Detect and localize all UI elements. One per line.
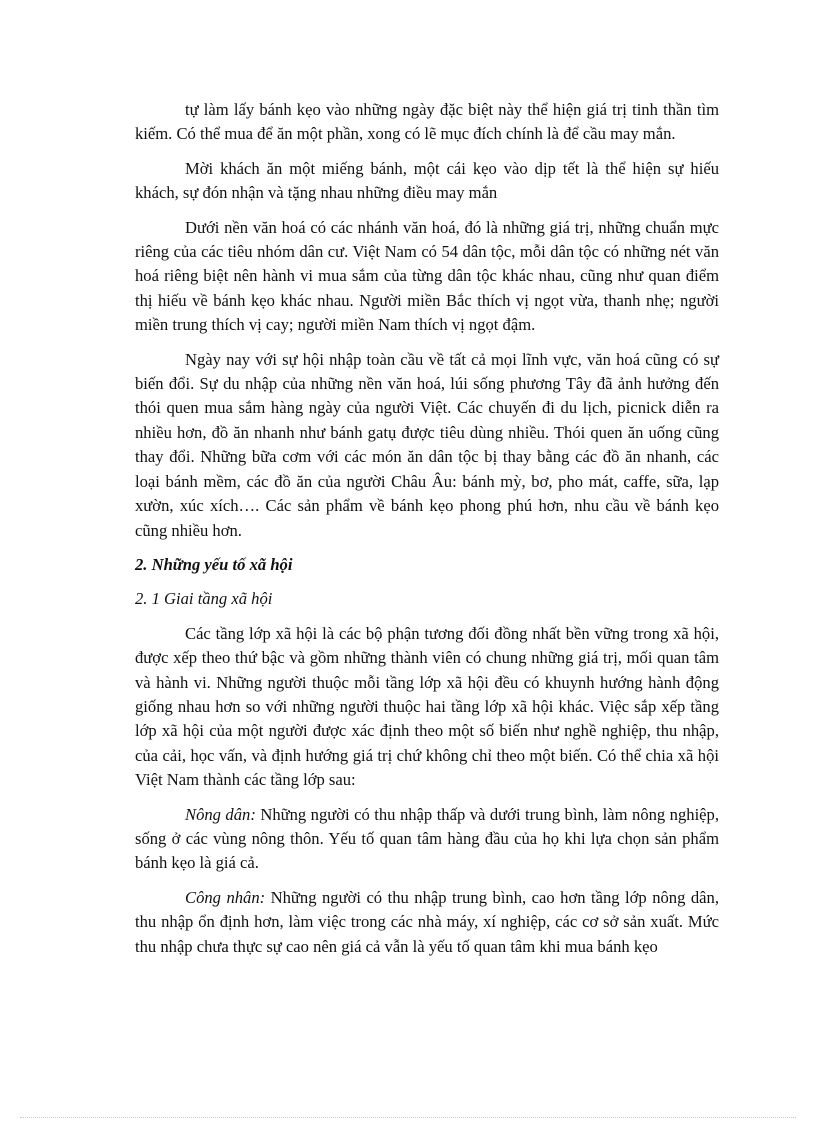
paragraph-continuation: tự làm lấy bánh kẹo vào những ngày đặc biệt này thể hiện giá trị tinh thần tìm kiếm. Có thể mua để ăn một phần, xong có lẽ mục đích chính là để cầu may mắn. bbox=[135, 100, 719, 144]
paragraph-hospitality: Mời khách ăn một miếng bánh, một cái kẹo vào dịp tết là thể hiện sự hiếu khách, sự đón nhận và tặng nhau những điều may mắn bbox=[135, 158, 719, 203]
page-bottom-rule bbox=[20, 1117, 796, 1118]
farmers-description: Những người có thu nhập thấp và dưới trung bình, làm nông nghiệp, sống ở các vùng nông thôn. Yếu tố quan tâm hàng đầu của họ khi lựa chọn sản phẩm bánh kẹo là giá cả. bbox=[135, 804, 719, 873]
paragraph-farmers bbox=[135, 803, 719, 876]
term-farmers: Nông dân: bbox=[185, 804, 256, 824]
paragraph-social-classes: Các tầng lớp xã hội là các bộ phận tương đối đồng nhất bền vững trong xã hội, được xếp theo thứ bậc và gồm những thành viên có chung những giá trị, mối quan tâm và hành vi. Những người thuộc mỗi tầng lớp xã hội đều có khuynh hướng hành động giống nhau hơn so với những người thuộc hai tầng lớp xã hội khác. Việc sắp xếp tầng lớp xã hội của một người được xác định theo một số biến như nghề nghiệp, thu nhập, của cải, học vấn, và định hướng giá trị chứ không chỉ theo một biến. Có thể chia xã hội Việt Nam thành các tầng lớp sau: bbox=[135, 623, 719, 790]
paragraph-globalization: Ngày nay với sự hội nhập toàn cầu về tất cả mọi lĩnh vực, văn hoá cũng có sự biến đổi. Sự du nhập của những nền văn hoá, lúi sống phương Tây đã ảnh hưởng đến thói quen mua sắm hàng ngày của người Việt. Các chuyến đi du lịch, picnick diễn ra nhiều hơn, đồ ăn nhanh như bánh gatụ được tiêu dùng nhiều. Thói quen ăn uống cũng thay đổi. Những bữa cơm với các món ăn dân tộc bị thay bằng các đồ ăn nhanh, các loại bánh mềm, các đồ ăn của người Châu Âu: bánh mỳ, bơ, pho mát, caffe, sữa, lạp xườn, xúc xích…. Các sản phẩm về bánh kẹo phong phú hơn, nhu cầu về bánh kẹo cũng nhiều hơn. bbox=[135, 349, 719, 540]
document-page bbox=[135, 98, 719, 969]
section-heading: 2. Những yếu tố xã hội bbox=[135, 554, 293, 574]
paragraph-workers bbox=[135, 886, 719, 959]
term-workers: Công nhân: bbox=[185, 887, 266, 907]
paragraph-subcultures: Dưới nền văn hoá có các nhánh văn hoá, đó là những giá trị, những chuẩn mực riêng của các tiêu nhóm dân cư. Việt Nam có 54 dân tộc, mỗi dân tộc có những nét văn hoá riêng biệt nên hành vi mua sắm của từng dân tộc khác nhau, cũng như quan điểm thị hiếu về bánh kẹo khác nhau. Người miền Bắc thích vị ngọt vừa, thanh nhẹ; người miền trung thích vị cay; người miền Nam thích vị ngọt đậm. bbox=[135, 217, 719, 335]
subsection-heading: 2. 1 Giai tầng xã hội bbox=[135, 589, 273, 609]
workers-description: Những người có thu nhập trung bình, cao hơn tầng lớp nông dân, thu nhập ổn định hơn, làm việc trong các nhà máy, xí nghiệp, các cơ sở sản xuất. Mức thu nhập chưa thực sự cao nên giá cả vẫn là yếu tố quan tâm khi mua bánh kẹo bbox=[135, 887, 719, 956]
